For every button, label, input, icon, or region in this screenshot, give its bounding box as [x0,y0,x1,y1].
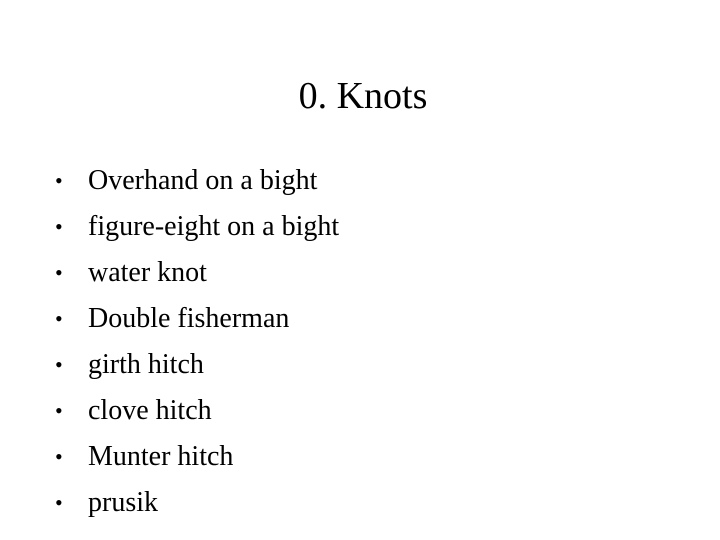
list-item-text: Overhand on a bight [88,165,318,196]
bullet-icon: • [55,214,63,239]
list-item [55,434,339,480]
bullet-icon: • [55,168,63,193]
bullet-icon: • [55,352,63,377]
list-item [55,204,339,250]
slide-title [0,70,720,122]
list-item-text: figure-eight on a bight [88,211,340,242]
list-item [55,158,339,204]
list-item [55,388,339,434]
list-item-text: Double fisherman [88,303,290,334]
list-item-text: clove hitch [88,395,212,426]
list-item [55,342,339,388]
slide-title-text: 0. Knots [298,75,428,117]
bullet-icon: • [55,490,63,515]
list-item-text: girth hitch [88,349,204,380]
bullet-list [55,158,339,526]
list-item-text: water knot [88,257,207,288]
list-item [55,250,339,296]
list-item-text: Munter hitch [88,441,234,472]
bullet-icon: • [55,444,63,469]
bullet-icon: • [55,398,63,423]
list-item-text: prusik [88,487,158,518]
bullet-icon: • [55,260,63,285]
list-item [55,296,339,342]
list-item [55,480,339,526]
bullet-icon: • [55,306,63,331]
